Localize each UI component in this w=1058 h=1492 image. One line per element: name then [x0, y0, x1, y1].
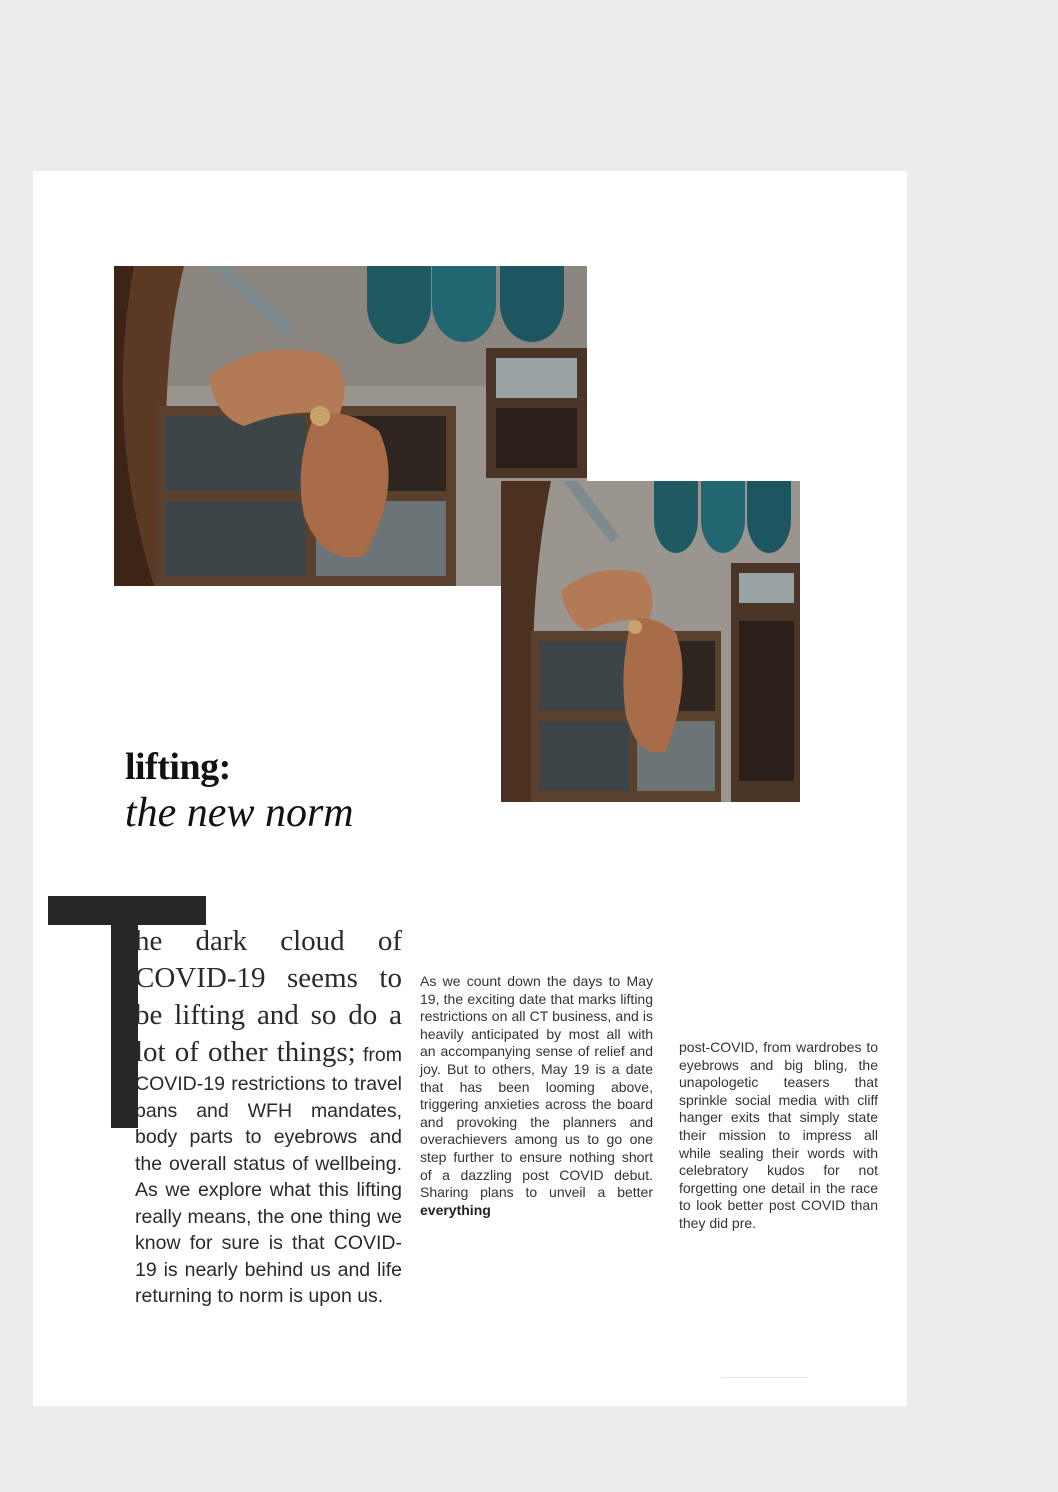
- jewelry-photo-small: [501, 481, 800, 802]
- footer-divider: [721, 1377, 808, 1378]
- article-headline: [125, 744, 354, 836]
- body-column-middle: [420, 973, 653, 1219]
- magazine-page: [33, 171, 907, 1406]
- headline-title: lifting:: [125, 746, 231, 788]
- lead-body-text: from COVID-19 restrictions to travel bans and WFH mandates, body parts to eyebrows and the overall status of wellbeing. As we explore what this lifting really means, the one thing we know for sure is that COVID-19 is nearly behind us and life returning to norm is upon us.: [135, 1044, 402, 1307]
- lead-intro-text: he dark cloud of COVID-19 seems to be lifting and so do a lot of other things;: [135, 925, 402, 1068]
- lead-paragraph: [135, 923, 402, 1310]
- body-column-right: [679, 1039, 878, 1233]
- jewelry-scene-b: [501, 481, 800, 802]
- middle-column-text: As we count down the days to May 19, the exciting date that marks lifting restrictions on all CT business, and is heavily anticipated by most all with an accompanying sense of relief and joy. But to others, May 19 is a date that has been looming above, triggering anxieties across the board and provoking the planners and overachievers among us to go one step further to ensure nothing short of a dazzling post COVID debut. Sharing plans to unveil a better: [420, 973, 653, 1201]
- middle-column-emphasis: everything: [420, 1201, 491, 1218]
- headline-subtitle: the new norm: [125, 790, 354, 836]
- right-column-text: post-COVID, from wardrobes to eyebrows and big bling, the unapologetic teasers that sprinkle social media with cliff hanger exits that simply state their mission to impress all while sealing their words with celebratory kudos for not forgetting one detail in the race to look better post COVID than they did pre.: [679, 1039, 878, 1231]
- drop-cap-bar-stem: [111, 896, 138, 1128]
